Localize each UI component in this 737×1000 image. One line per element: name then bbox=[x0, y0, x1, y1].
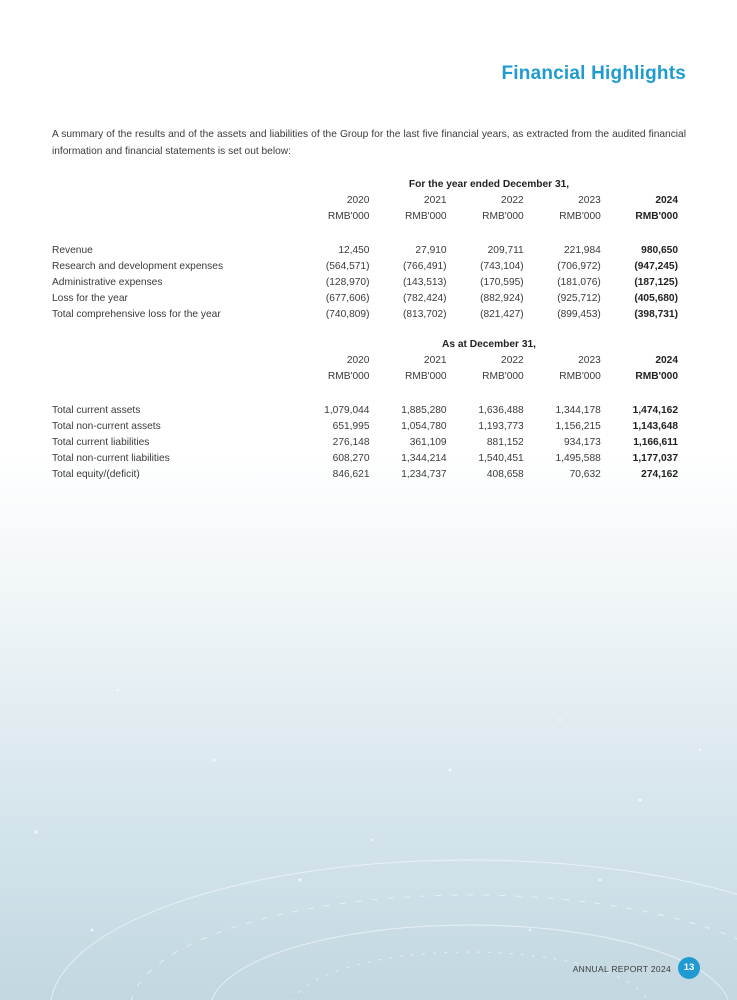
cell-value: 1,540,451 bbox=[478, 452, 524, 464]
row-label: Total current assets bbox=[52, 404, 141, 416]
cell-value: (899,453) bbox=[557, 308, 601, 320]
year-header: 2023 bbox=[578, 194, 601, 206]
income-table bbox=[52, 176, 686, 322]
cell-value: 1,193,773 bbox=[478, 420, 524, 432]
cell-value: (740,809) bbox=[325, 308, 370, 320]
table-row bbox=[52, 450, 686, 466]
unit-header-row bbox=[52, 368, 686, 384]
year-header: 2020 bbox=[346, 194, 370, 206]
intro-paragraph: A summary of the results and of the assets and liabilities of the Group for the last five financial years, as extracted from the audited financial information and financial statements is set out below: bbox=[52, 129, 686, 157]
cell-value: 1,054,780 bbox=[401, 420, 447, 432]
cell-value: 221,984 bbox=[563, 244, 601, 256]
cell-value: 1,495,588 bbox=[555, 452, 601, 464]
cell-value: 608,270 bbox=[332, 452, 370, 464]
cell-value: (706,972) bbox=[557, 260, 601, 272]
table-row bbox=[52, 290, 686, 306]
row-label: Total comprehensive loss for the year bbox=[52, 308, 221, 320]
cell-value: (947,245) bbox=[634, 260, 678, 272]
cell-value: 1,344,214 bbox=[401, 452, 447, 464]
year-header-row bbox=[52, 352, 686, 368]
income-period-heading: For the year ended December 31, bbox=[408, 178, 570, 190]
unit-header: RMB'000 bbox=[559, 210, 601, 222]
cell-value: (782,424) bbox=[402, 292, 447, 304]
year-header: 2024 bbox=[655, 194, 678, 206]
year-header: 2021 bbox=[423, 194, 447, 206]
table-row bbox=[52, 242, 686, 258]
cell-value: 1,166,611 bbox=[633, 436, 678, 448]
year-header: 2023 bbox=[578, 354, 601, 366]
unit-header: RMB'000 bbox=[327, 370, 370, 382]
cell-value: 1,234,737 bbox=[401, 468, 447, 480]
cell-value: (766,491) bbox=[402, 260, 447, 272]
cell-value: (564,571) bbox=[325, 260, 370, 272]
cell-value: 408,658 bbox=[486, 468, 524, 480]
cell-value: 1,156,215 bbox=[555, 420, 601, 432]
footer-report-label: ANNUAL REPORT 2024 bbox=[572, 964, 671, 974]
row-label: Total non-current assets bbox=[52, 420, 161, 432]
cell-value: 980,650 bbox=[641, 244, 678, 256]
cell-value: 361,109 bbox=[409, 436, 447, 448]
cell-value: (181,076) bbox=[557, 276, 601, 288]
cell-value: 276,148 bbox=[332, 436, 370, 448]
unit-header: RMB'000 bbox=[635, 370, 678, 382]
year-header: 2022 bbox=[501, 194, 524, 206]
cell-value: (882,924) bbox=[480, 292, 524, 304]
cell-value: 209,711 bbox=[487, 244, 524, 256]
year-header: 2022 bbox=[501, 354, 524, 366]
table-row bbox=[52, 306, 686, 322]
cell-value: 1,344,178 bbox=[555, 404, 601, 416]
cell-value: (743,104) bbox=[480, 260, 524, 272]
year-header: 2020 bbox=[346, 354, 370, 366]
cell-value: (187,125) bbox=[634, 276, 678, 288]
year-header: 2024 bbox=[655, 354, 678, 366]
unit-header: RMB'000 bbox=[482, 370, 524, 382]
cell-value: 27,910 bbox=[415, 244, 447, 256]
table-row bbox=[52, 418, 686, 434]
cell-value: 1,079,044 bbox=[324, 404, 370, 416]
cell-value: 1,177,037 bbox=[632, 452, 678, 464]
balance-period-heading: As at December 31, bbox=[441, 338, 536, 350]
table-row bbox=[52, 434, 686, 450]
table-row bbox=[52, 258, 686, 274]
cell-value: (170,595) bbox=[480, 276, 524, 288]
page-title: Financial Highlights bbox=[501, 63, 686, 84]
cell-value: 1,885,280 bbox=[401, 404, 447, 416]
cell-value: 934,173 bbox=[563, 436, 601, 448]
row-label: Loss for the year bbox=[52, 292, 128, 304]
unit-header: RMB'000 bbox=[327, 210, 370, 222]
row-label: Total current liabilities bbox=[52, 436, 150, 448]
balance-table bbox=[52, 336, 686, 482]
cell-value: (128,970) bbox=[325, 276, 370, 288]
unit-header: RMB'000 bbox=[405, 210, 447, 222]
cell-value: (821,427) bbox=[480, 308, 524, 320]
cell-value: 846,621 bbox=[332, 468, 370, 480]
cell-value: 1,143,648 bbox=[632, 420, 678, 432]
cell-value: (925,712) bbox=[557, 292, 601, 304]
cell-value: (813,702) bbox=[402, 308, 447, 320]
cell-value: 70,632 bbox=[569, 468, 601, 480]
cell-value: (405,680) bbox=[634, 292, 678, 304]
page-number-badge: 13 bbox=[678, 957, 700, 979]
cell-value: 651,995 bbox=[332, 420, 370, 432]
row-label: Total equity/(deficit) bbox=[52, 468, 140, 480]
unit-header: RMB'000 bbox=[635, 210, 678, 222]
cell-value: (677,606) bbox=[325, 292, 370, 304]
table-row bbox=[52, 402, 686, 418]
unit-header: RMB'000 bbox=[559, 370, 601, 382]
unit-header: RMB'000 bbox=[405, 370, 447, 382]
year-header: 2021 bbox=[423, 354, 447, 366]
row-label: Administrative expenses bbox=[52, 276, 163, 288]
cell-value: 12,450 bbox=[338, 244, 370, 256]
cell-value: 274,162 bbox=[641, 468, 678, 480]
row-label: Revenue bbox=[52, 244, 93, 256]
cell-value: (143,513) bbox=[402, 276, 447, 288]
unit-header-row bbox=[52, 208, 686, 224]
cell-value: (398,731) bbox=[634, 308, 678, 320]
table-row bbox=[52, 274, 686, 290]
unit-header: RMB'000 bbox=[482, 210, 524, 222]
row-label: Total non-current liabilities bbox=[52, 452, 170, 464]
row-label: Research and development expenses bbox=[52, 260, 224, 272]
table-row bbox=[52, 466, 686, 482]
cell-value: 1,636,488 bbox=[478, 404, 524, 416]
cell-value: 1,474,162 bbox=[632, 404, 678, 416]
cell-value: 881,152 bbox=[486, 436, 524, 448]
year-header-row bbox=[52, 192, 686, 208]
